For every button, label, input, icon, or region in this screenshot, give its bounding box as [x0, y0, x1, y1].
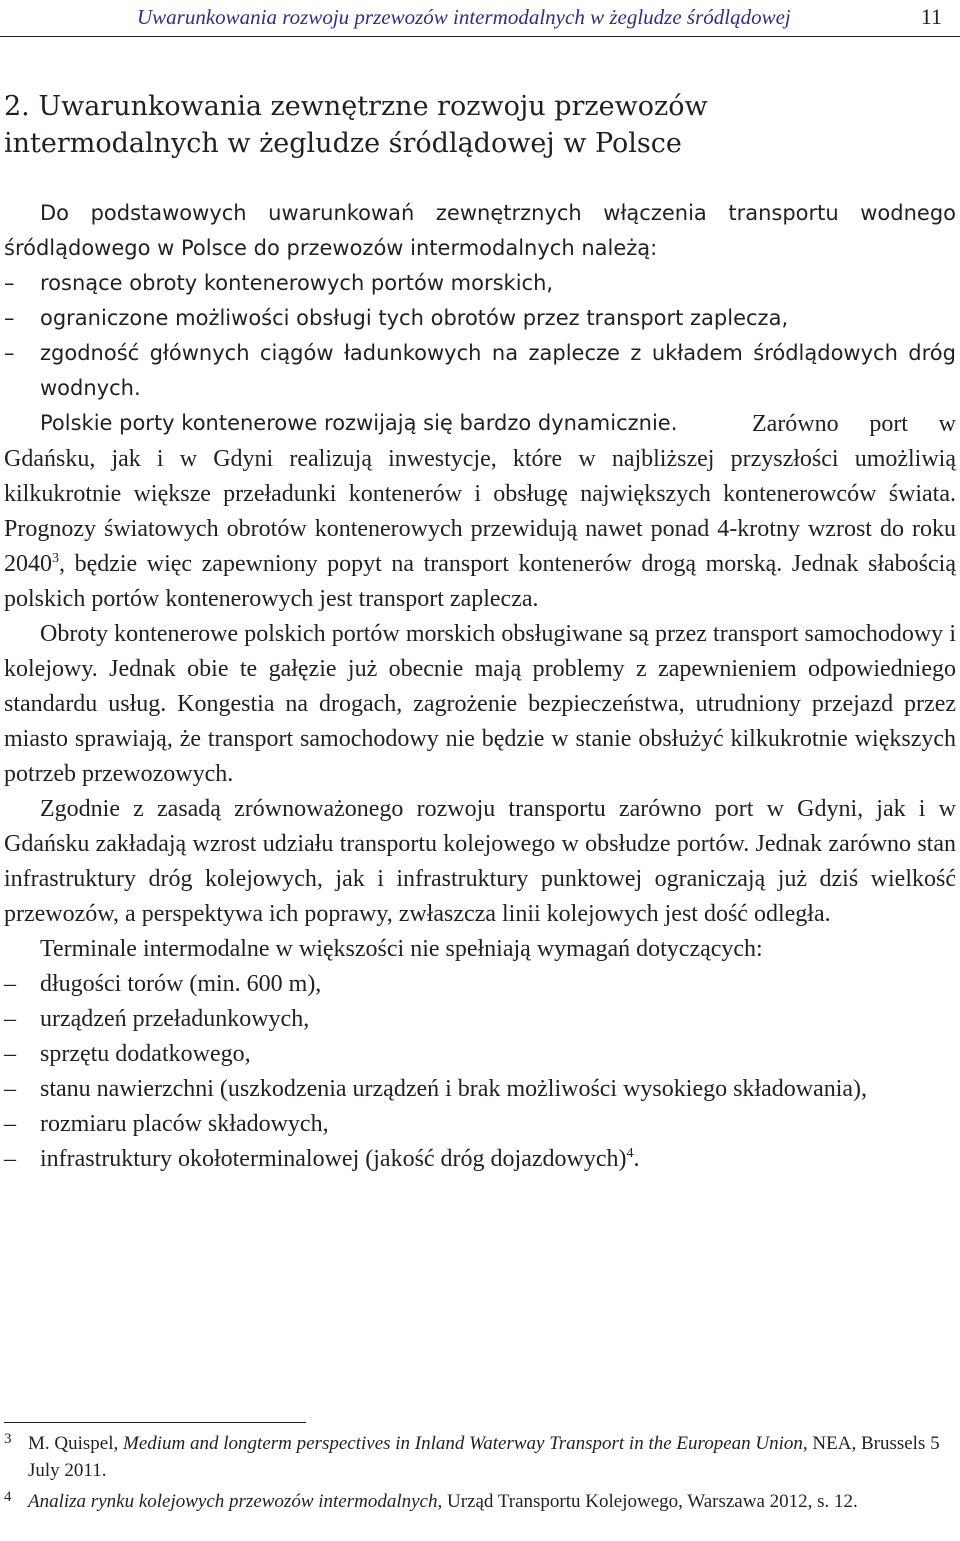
- chapter-heading-line1: 2. Uwarunkowania zewnętrzne rozwoju przewozów: [4, 91, 708, 122]
- running-head: [0, 2, 960, 32]
- requirements-list-item: [4, 967, 956, 1002]
- dash-marker: –: [4, 271, 15, 295]
- dash-marker: –: [4, 1041, 16, 1067]
- intro-closing: Polskie porty kontenerowe rozwijają się bardzo dynamicznie.: [40, 411, 678, 435]
- footnote-title: Medium and longterm perspectives in Inland Waterway Transport in the European Union: [123, 1433, 803, 1454]
- body-section: [4, 407, 956, 1177]
- requirement-text: stanu nawierzchni (uszkodzenia urządzeń i brak możliwości wysokiego składowania),: [40, 1076, 868, 1102]
- intro-list: [4, 266, 956, 406]
- dash-marker: –: [4, 341, 15, 365]
- footnotes: [0, 1430, 956, 1519]
- dash-marker: –: [4, 1111, 16, 1137]
- body-paragraph-4-lead: Terminale intermodalne w większości nie spełniają wymagań dotyczących:: [40, 936, 763, 962]
- dash-marker: –: [4, 971, 16, 997]
- body-paragraph-1: [4, 407, 956, 617]
- footnote-rule: [4, 1422, 306, 1423]
- intro-item-text: ograniczone możliwości obsługi tych obrotów przez transport zaplecza,: [40, 306, 789, 330]
- requirements-list-item: [4, 1072, 956, 1107]
- footnote-ref-4: 4: [626, 1146, 634, 1161]
- chapter-heading: [4, 88, 944, 162]
- body-p1-text: Zarówno port w Gdańsku, jak i w Gdyni realizują inwestycje, które w najbliższej przyszłości umożliwią kilkukrotnie większe przeładunki kontenerów i obsługę największych kontenerowców świata. Prognozy światowych obrotów kontenerowych przewidują nawet ponad 4-krotny wzrost do roku 2040: [4, 411, 956, 577]
- requirement-text: infrastruktury okołoterminalowej (jakość dróg dojazdowych): [40, 1146, 627, 1172]
- running-head-title: Uwarunkowania rozwoju przewozów intermodalnych w żegludze śródlądowej: [137, 5, 791, 29]
- intro-item-text: zgodność głównych ciągów ładunkowych na zaplecze z układem śródlądowych dróg wodnych.: [40, 341, 956, 400]
- footnote-4: [0, 1488, 956, 1515]
- body-p1-text-end: , będzie więc zapewniony popyt na transport kontenerów drogą morską. Jednak słabością polskich portów kontenerowych jest transport zaplecza.: [4, 551, 956, 612]
- intro-item-text: rosnące obroty kontenerowych portów morskich,: [40, 271, 554, 295]
- footnote-source: , Urząd Transportu Kolejowego, Warszawa 2012, s. 12.: [437, 1491, 858, 1512]
- requirement-text: rozmiaru placów składowych,: [40, 1111, 329, 1137]
- requirement-text: sprzętu dodatkowego,: [40, 1041, 251, 1067]
- footnote-number: 4: [4, 1489, 12, 1505]
- body-paragraph-3: Zgodnie z zasadą zrównoważonego rozwoju transportu zarówno port w Gdyni, jak i w Gdańsku zakładają wzrost udziału transportu kolejowego w obsłudze portów. Jednak zarówno stan infrastruktury dróg kolejowych, jak i infrastruktury punktowej ograniczają już dziś wielkość przewozów, a perspektywa ich poprawy, zwłaszcza linii kolejowych jest dość odległa.: [4, 796, 956, 927]
- footnote-number: 3: [4, 1431, 12, 1447]
- requirements-list-item: [4, 1002, 956, 1037]
- dash-marker: –: [4, 1076, 16, 1102]
- requirements-list-item: [4, 1142, 956, 1177]
- body-paragraph-2: Obroty kontenerowe polskich portów morskich obsługiwane są przez transport samochodowy i kolejowy. Jednak obie te gałęzie już obecnie mają problemy z zapewnieniem odpowiedniego standardu usług. Kongestia na drogach, zagrożenie bezpieczeństwa, utrudniony przejazd przez miasto sprawiają, że transport samochodowy nie będzie w stanie obsłużyć kilkukrotnie większych potrzeb przewozowych.: [4, 621, 956, 787]
- intro-list-item: [4, 266, 956, 301]
- header-rule: [0, 36, 960, 37]
- footnote-ref-3: 3: [52, 551, 59, 566]
- intro-lead: Do podstawowych uwarunkowań zewnętrznych włączenia transportu wodnego śródlądowego w Polsce do przewozów intermodalnych należą:: [4, 201, 956, 260]
- requirement-end: .: [633, 1146, 640, 1172]
- dash-marker: –: [4, 1146, 16, 1172]
- requirement-text: długości torów (min. 600 m),: [40, 971, 322, 997]
- footnote-source: , NEA, Brussels 5 July 2011.: [28, 1433, 940, 1481]
- dash-marker: –: [4, 306, 15, 330]
- page-number: 11: [920, 4, 942, 29]
- dash-marker: –: [4, 1006, 16, 1032]
- footnote-author: M. Quispel,: [28, 1433, 123, 1454]
- requirements-list-item: [4, 1107, 956, 1142]
- requirements-list-item: [4, 1037, 956, 1072]
- intro-list-item: [4, 336, 956, 406]
- footnote-title: Analiza rynku kolejowych przewozów intermodalnych: [28, 1491, 438, 1512]
- requirement-text: urządzeń przeładunkowych,: [40, 1006, 310, 1032]
- intro-section: [4, 196, 956, 441]
- requirements-list: [4, 967, 956, 1177]
- intro-list-item: [4, 301, 956, 336]
- chapter-heading-line2: intermodalnych w żegludze śródlądowej w Polsce: [4, 128, 682, 159]
- footnote-3: [0, 1430, 956, 1484]
